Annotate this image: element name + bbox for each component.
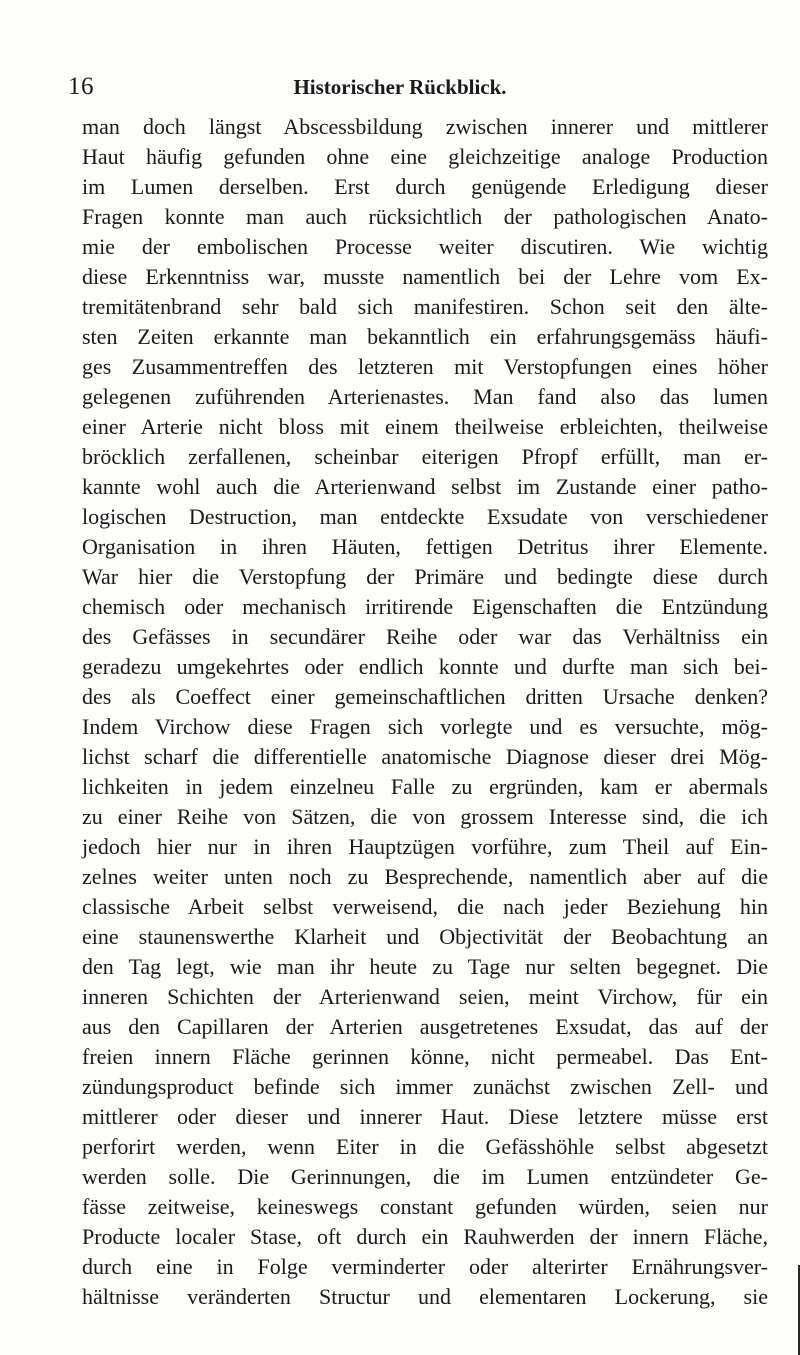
text-line: lichst scharf die differentielle anatomische Diagnose dieser drei Mög- — [82, 744, 768, 769]
text-line: zündungsproduct befinde sich immer zunächst zwischen Zell- und — [82, 1074, 768, 1099]
text-line: bröcklich zerfallenen, scheinbar eiterigen Pfropf erfüllt, man er- — [82, 444, 768, 469]
text-line: classische Arbeit selbst verweisend, die nach jeder Beziehung hin — [82, 894, 768, 919]
text-line: des als Coeffect einer gemeinschaftlichen dritten Ursache denken? — [82, 684, 768, 709]
text-line: ges Zusammentreffen des letzteren mit Verstopfungen eines höher — [82, 354, 768, 379]
text-line: logischen Destruction, man entdeckte Exsudate von verschiedener — [82, 504, 768, 529]
text-line: einer Arterie nicht bloss mit einem theilweise erbleichten, theilweise — [82, 414, 768, 439]
text-line: Producte localer Stase, oft durch ein Rauhwerden der innern Fläche, — [82, 1224, 768, 1249]
text-line: eine staunenswerthe Klarheit und Objectivität der Beobachtung an — [82, 924, 768, 949]
text-line: War hier die Verstopfung der Primäre und bedingte diese durch — [82, 564, 768, 589]
text-line: zu einer Reihe von Sätzen, die von grossem Interesse sind, die ich — [82, 804, 768, 829]
text-line: werden solle. Die Gerinnungen, die im Lumen entzündeter Ge- — [82, 1164, 768, 1189]
running-title: Historischer Rückblick. — [293, 75, 507, 99]
text-line: den Tag legt, wie man ihr heute zu Tage nur selten begegnet. Die — [82, 954, 768, 979]
text-line: tremitätenbrand sehr bald sich manifestiren. Schon seit den älte- — [82, 294, 768, 319]
text-line: jedoch hier nur in ihren Hauptzügen vorführe, zum Theil auf Ein- — [82, 834, 768, 859]
page-number: 16 — [68, 73, 94, 100]
text-line: Indem Virchow diese Fragen sich vorlegte und es versuchte, mög- — [82, 714, 768, 739]
text-line: gelegenen zuführenden Arterienastes. Man fand also das lumen — [82, 384, 768, 409]
text-line: inneren Schichten der Arterienwand seien, meint Virchow, für ein — [82, 984, 768, 1009]
text-line: im Lumen derselben. Erst durch genügende Erledigung dieser — [82, 174, 768, 199]
text-line: Haut häufig gefunden ohne eine gleichzeitige analoge Production — [82, 144, 768, 169]
text-line: durch eine in Folge verminderter oder alterirter Ernährungsver- — [82, 1254, 768, 1279]
text-line: mie der embolischen Processe weiter discutiren. Wie wichtig — [82, 234, 768, 259]
text-line: Fragen konnte man auch rücksichtlich der pathologischen Anato- — [82, 204, 768, 229]
text-line: lichkeiten in jedem einzelneu Falle zu ergründen, kam er abermals — [82, 774, 768, 799]
text-line: sten Zeiten erkannte man bekanntlich ein erfahrungsgemäss häufi- — [82, 324, 768, 349]
text-line: diese Erkenntniss war, musste namentlich bei der Lehre vom Ex- — [82, 264, 768, 289]
text-line: des Gefässes in secundärer Reihe oder war das Verhältniss ein — [82, 624, 768, 649]
text-line: aus den Capillaren der Arterien ausgetretenes Exsudat, das auf der — [82, 1014, 768, 1039]
text-line: fässe zeitweise, keineswegs constant gefunden würden, seien nur — [82, 1194, 768, 1219]
text-line: mittlerer oder dieser und innerer Haut. Diese letztere müsse erst — [82, 1104, 768, 1129]
text-line: perforirt werden, wenn Eiter in die Gefässhöhle selbst abgesetzt — [82, 1134, 768, 1159]
text-line: kannte wohl auch die Arterienwand selbst im Zustande einer patho- — [82, 474, 768, 499]
text-line: hältnisse veränderten Structur und elementaren Lockerung, sie — [82, 1284, 768, 1309]
text-line: zelnes weiter unten noch zu Besprechende, namentlich aber auf die — [82, 864, 768, 889]
body-text — [82, 112, 768, 1312]
text-line: freien innern Fläche gerinnen könne, nicht permeabel. Das Ent- — [82, 1044, 768, 1069]
text-line: geradezu umgekehrtes oder endlich konnte und durfte man sich bei- — [82, 654, 768, 679]
text-line: man doch längst Abscessbildung zwischen innerer und mittlerer — [82, 114, 768, 139]
text-line: chemisch oder mechanisch irritirende Eigenschaften die Entzündung — [82, 594, 768, 619]
text-line: Organisation in ihren Häuten, fettigen Detritus ihrer Elemente. — [82, 534, 768, 559]
